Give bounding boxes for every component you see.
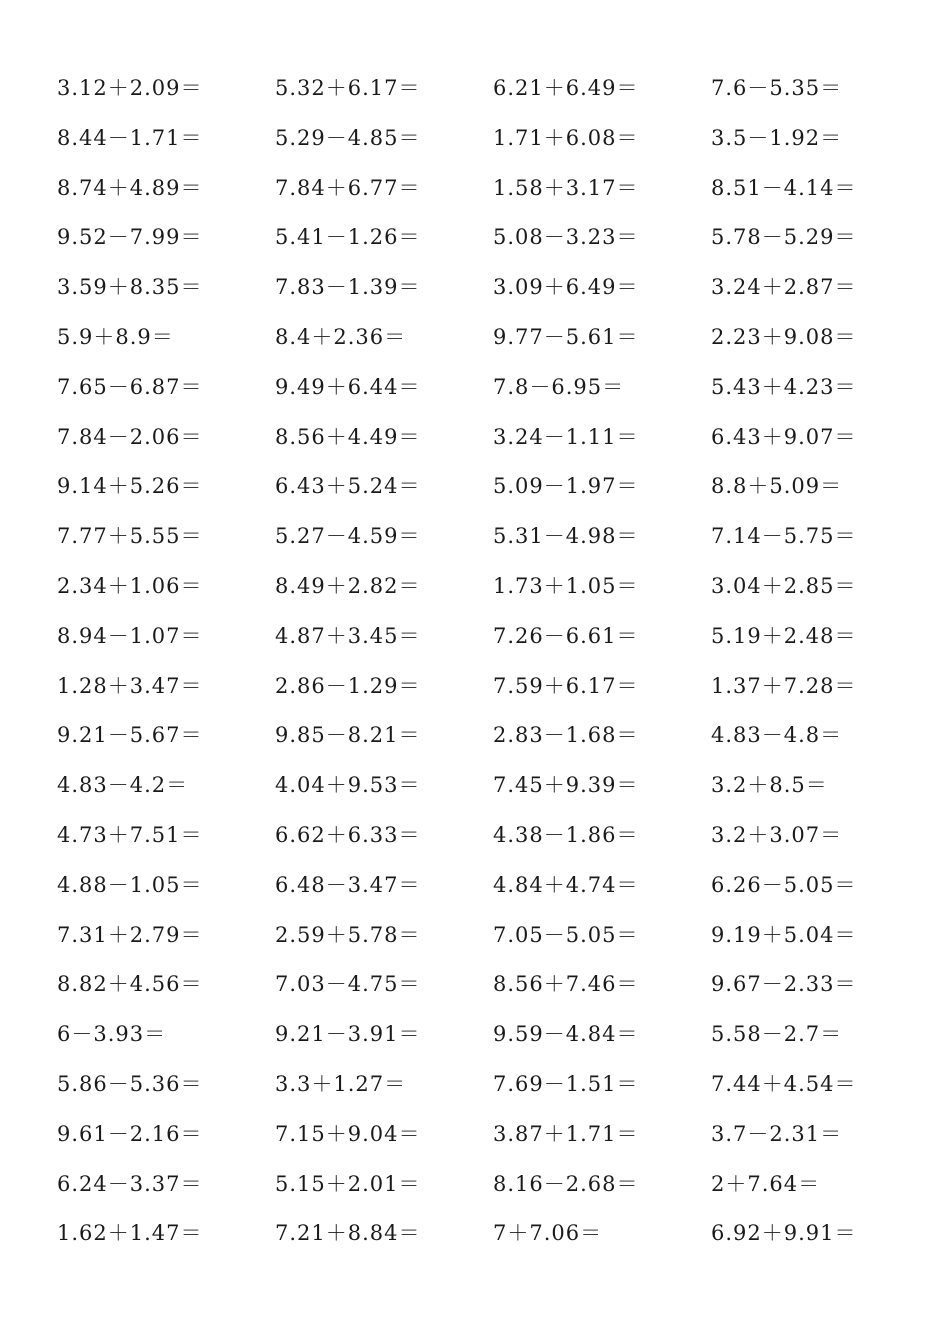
arithmetic-problem: 7.05－5.05＝ [493,922,639,947]
arithmetic-problem: 9.49＋6.44＝ [275,374,421,399]
arithmetic-problem: 5.86－5.36＝ [57,1071,203,1096]
arithmetic-problem: 9.52－7.99＝ [57,225,203,250]
arithmetic-problem: 7.45＋9.39＝ [493,773,639,798]
arithmetic-problem: 8.44－1.71＝ [57,125,203,150]
arithmetic-problem: 1.58＋3.17＝ [493,175,639,200]
arithmetic-problem: 5.58－2.7＝ [711,1022,843,1047]
arithmetic-problem: 1.37＋7.28＝ [711,673,857,698]
arithmetic-problem: 7.84－2.06＝ [57,424,203,449]
arithmetic-problem: 8.51－4.14＝ [711,175,857,200]
arithmetic-problem: 7.15＋9.04＝ [275,1121,421,1146]
arithmetic-problem: 3.7－2.31＝ [711,1121,843,1146]
arithmetic-problem: 2.59＋5.78＝ [275,922,421,947]
arithmetic-problem: 8.94－1.07＝ [57,623,203,648]
arithmetic-problem: 7.21＋8.84＝ [275,1221,421,1246]
arithmetic-problem: 3.59＋8.35＝ [57,275,203,300]
arithmetic-problem: 4.87＋3.45＝ [275,623,421,648]
problem-grid [57,64,927,1259]
arithmetic-problem: 4.83－4.2＝ [57,773,189,798]
arithmetic-problem: 3.12＋2.09＝ [57,76,203,100]
arithmetic-problem: 6.62＋6.33＝ [275,822,421,847]
arithmetic-problem: 4.73＋7.51＝ [57,822,203,847]
arithmetic-problem: 4.88－1.05＝ [57,872,203,897]
arithmetic-problem: 8.16－2.68＝ [493,1171,639,1196]
arithmetic-problem: 9.61－2.16＝ [57,1121,203,1146]
arithmetic-problem: 5.32＋6.17＝ [275,76,421,100]
arithmetic-problem: 3.5－1.92＝ [711,125,843,150]
arithmetic-problem: 7.69－1.51＝ [493,1071,639,1096]
arithmetic-problem: 5.15＋2.01＝ [275,1171,421,1196]
arithmetic-problem: 4.04＋9.53＝ [275,773,421,798]
arithmetic-problem: 5.41－1.26＝ [275,225,421,250]
arithmetic-problem: 3.3＋1.27＝ [275,1071,407,1096]
arithmetic-problem: 7＋7.06＝ [493,1221,603,1246]
arithmetic-problem: 3.24＋2.87＝ [711,275,857,300]
arithmetic-problem: 3.24－1.11＝ [493,424,639,449]
arithmetic-problem: 8.49＋2.82＝ [275,573,421,598]
arithmetic-problem: 7.77＋5.55＝ [57,524,203,549]
arithmetic-problem: 4.83－4.8＝ [711,723,843,748]
arithmetic-problem: 3.2＋3.07＝ [711,822,843,847]
arithmetic-problem: 7.31＋2.79＝ [57,922,203,947]
arithmetic-problem: 9.85－8.21＝ [275,723,421,748]
arithmetic-problem: 2.86－1.29＝ [275,673,421,698]
arithmetic-problem: 5.19＋2.48＝ [711,623,857,648]
arithmetic-problem: 5.09－1.97＝ [493,474,639,499]
arithmetic-problem: 7.65－6.87＝ [57,374,203,399]
arithmetic-problem: 9.19＋5.04＝ [711,922,857,947]
arithmetic-problem: 9.14＋5.26＝ [57,474,203,499]
arithmetic-problem: 8.56＋7.46＝ [493,972,639,997]
arithmetic-problem: 8.56＋4.49＝ [275,424,421,449]
arithmetic-problem: 7.83－1.39＝ [275,275,421,300]
arithmetic-problem: 7.59＋6.17＝ [493,673,639,698]
arithmetic-problem: 6.26－5.05＝ [711,872,857,897]
arithmetic-problem: 3.09＋6.49＝ [493,275,639,300]
arithmetic-problem: 8.82＋4.56＝ [57,972,203,997]
arithmetic-problem: 5.9＋8.9＝ [57,324,174,349]
arithmetic-problem: 2.34＋1.06＝ [57,573,203,598]
arithmetic-problem: 2.23＋9.08＝ [711,324,857,349]
arithmetic-problem: 4.38－1.86＝ [493,822,639,847]
arithmetic-problem: 5.78－5.29＝ [711,225,857,250]
arithmetic-problem: 3.87＋1.71＝ [493,1121,639,1146]
arithmetic-problem: 7.84＋6.77＝ [275,175,421,200]
arithmetic-problem: 5.08－3.23＝ [493,225,639,250]
arithmetic-problem: 2.83－1.68＝ [493,723,639,748]
arithmetic-problem: 3.04＋2.85＝ [711,573,857,598]
arithmetic-problem: 5.27－4.59＝ [275,524,421,549]
arithmetic-problem: 9.59－4.84＝ [493,1022,639,1047]
arithmetic-problem: 1.28＋3.47＝ [57,673,203,698]
arithmetic-problem: 6.24－3.37＝ [57,1171,203,1196]
arithmetic-problem: 7.14－5.75＝ [711,524,857,549]
arithmetic-problem: 9.77－5.61＝ [493,324,639,349]
arithmetic-problem: 7.03－4.75＝ [275,972,421,997]
arithmetic-problem: 8.8＋5.09＝ [711,474,843,499]
arithmetic-problem: 5.31－4.98＝ [493,524,639,549]
arithmetic-problem: 1.71＋6.08＝ [493,125,639,150]
arithmetic-problem: 2＋7.64＝ [711,1171,821,1196]
arithmetic-problem: 6.48－3.47＝ [275,872,421,897]
arithmetic-problem: 9.21－5.67＝ [57,723,203,748]
arithmetic-problem: 6.43＋9.07＝ [711,424,857,449]
arithmetic-problem: 3.2＋8.5＝ [711,773,828,798]
arithmetic-problem: 7.44＋4.54＝ [711,1071,857,1096]
arithmetic-problem: 4.84＋4.74＝ [493,872,639,897]
arithmetic-problem: 7.6－5.35＝ [711,76,843,100]
arithmetic-problem: 6－3.93＝ [57,1022,167,1047]
arithmetic-problem: 5.43＋4.23＝ [711,374,857,399]
arithmetic-problem: 9.21－3.91＝ [275,1022,421,1047]
arithmetic-problem: 7.8－6.95＝ [493,374,625,399]
arithmetic-problem: 8.74＋4.89＝ [57,175,203,200]
arithmetic-problem: 6.43＋5.24＝ [275,474,421,499]
arithmetic-problem: 1.62＋1.47＝ [57,1221,203,1246]
arithmetic-problem: 7.26－6.61＝ [493,623,639,648]
arithmetic-problem: 9.67－2.33＝ [711,972,857,997]
arithmetic-problem: 5.29－4.85＝ [275,125,421,150]
arithmetic-problem: 1.73＋1.05＝ [493,573,639,598]
arithmetic-problem: 6.92＋9.91＝ [711,1221,857,1246]
arithmetic-problem: 8.4＋2.36＝ [275,324,407,349]
arithmetic-problem: 6.21＋6.49＝ [493,76,639,100]
